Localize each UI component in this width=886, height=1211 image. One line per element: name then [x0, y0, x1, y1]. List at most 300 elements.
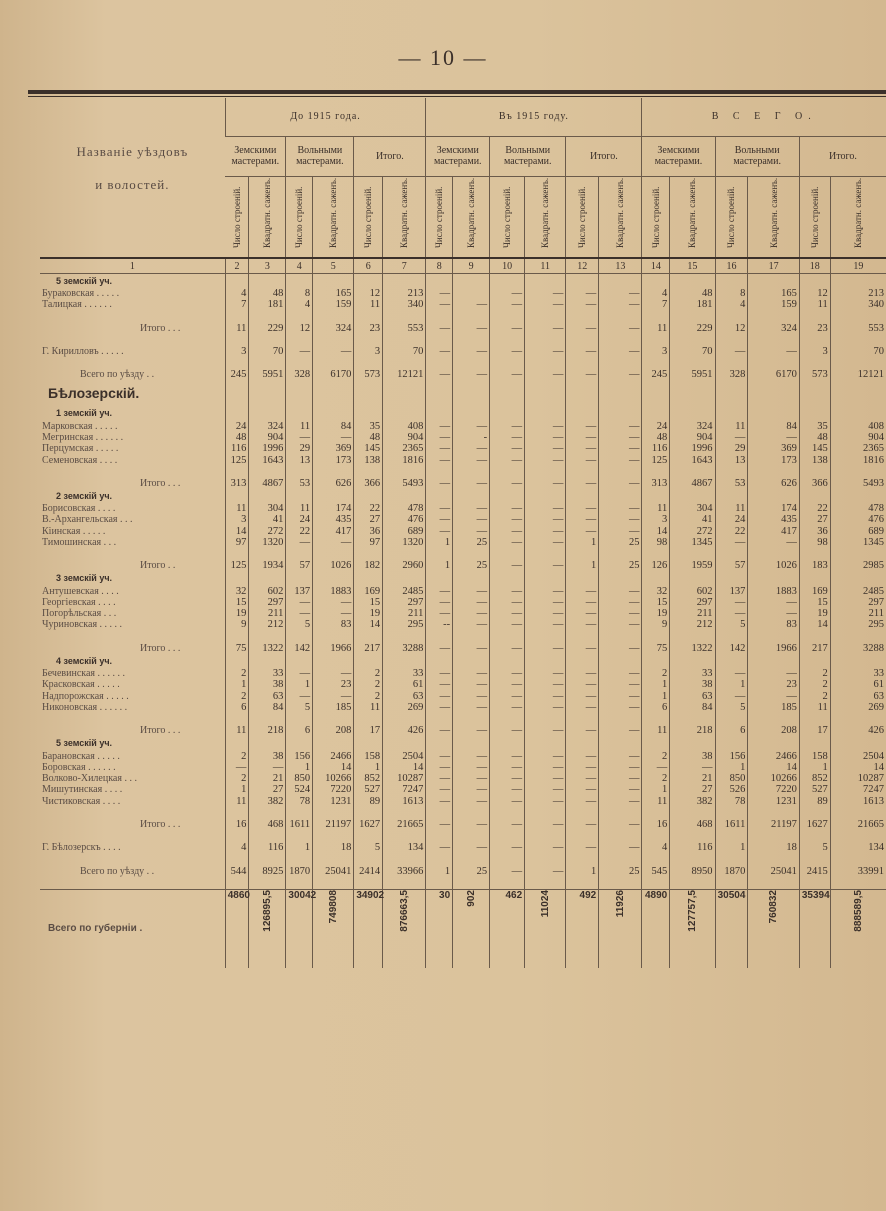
table-cell [249, 889, 286, 968]
empty-cell [566, 311, 599, 323]
table-cell: — [426, 288, 453, 299]
empty-cell [830, 334, 886, 346]
table-cell: 38 [249, 679, 286, 690]
table-cell: 850 [286, 773, 313, 784]
empty-cell [799, 466, 830, 478]
empty-cell [225, 654, 249, 668]
empty-cell [830, 380, 886, 406]
table-cell: — [525, 691, 566, 702]
table-cell: — [715, 668, 748, 679]
spacer-row [40, 830, 886, 842]
table-cell: 83 [313, 619, 354, 630]
table-cell: 245 [642, 369, 670, 380]
table-cell: 850 [715, 773, 748, 784]
table-cell: 25041 [748, 866, 799, 877]
table-cell: 7 [642, 299, 670, 310]
table-cell: 1 [642, 679, 670, 690]
empty-cell [525, 334, 566, 346]
empty-cell [225, 274, 249, 289]
table-cell: 17 [799, 725, 830, 736]
empty-cell [286, 877, 313, 890]
empty-cell [313, 631, 354, 643]
header-itogo: Итого. [354, 136, 426, 176]
row-name: Боровская . . . . . . [42, 761, 116, 773]
table-cell: — [453, 478, 490, 489]
table-cell: — [599, 702, 642, 713]
empty-cell [566, 571, 599, 585]
table-cell: 328 [286, 369, 313, 380]
top-rule [28, 90, 886, 94]
table-cell: — [313, 537, 354, 548]
table-cell: — [490, 443, 525, 454]
empty-cell [748, 548, 799, 560]
table-cell: 12 [354, 288, 383, 299]
table-cell: 134 [830, 842, 886, 853]
empty-cell [490, 406, 525, 420]
table-cell: 297 [249, 597, 286, 608]
row-name: Тимошинская . . . [42, 537, 117, 548]
table-cell: 183 [799, 560, 830, 571]
empty-cell [354, 571, 383, 585]
table-cell: — [286, 597, 313, 608]
table-cell: — [599, 643, 642, 654]
subtotal-row [40, 725, 886, 736]
table-cell: 366 [799, 478, 830, 489]
spacer-row [40, 854, 886, 866]
table-row [40, 608, 886, 619]
spacer-row [40, 631, 886, 643]
table-cell: — [566, 784, 599, 795]
statistics-table [40, 98, 886, 968]
table-cell: — [490, 619, 525, 630]
header-free-masters: Вольными мастерами. [286, 136, 354, 176]
empty-cell [490, 854, 525, 866]
table-cell: 125 [642, 454, 670, 465]
table-cell: 12 [799, 288, 830, 299]
table-cell: 340 [383, 299, 426, 310]
row-name: Погорѣльская . . . [42, 608, 117, 620]
table-cell: — [286, 537, 313, 548]
uezd-heading-row [40, 380, 886, 406]
table-row [40, 691, 886, 702]
table-row [40, 842, 886, 853]
header-sq-sazhen [525, 176, 566, 258]
table-cell: 3 [799, 346, 830, 357]
table-cell: — [426, 443, 453, 454]
table-cell: — [525, 585, 566, 596]
table-cell: 27 [354, 514, 383, 525]
table-cell: 27 [799, 514, 830, 525]
header-sq-sazhen [453, 176, 490, 258]
table-cell: 185 [313, 702, 354, 713]
table-cell: 3288 [383, 643, 426, 654]
spacer-row [40, 334, 886, 346]
empty-cell [225, 466, 249, 478]
table-cell: — [566, 668, 599, 679]
empty-cell [249, 274, 286, 289]
table-cell: 97 [354, 537, 383, 548]
empty-cell [525, 274, 566, 289]
table-cell: 3 [225, 346, 249, 357]
empty-cell [642, 548, 670, 560]
table-cell: 2 [225, 691, 249, 702]
table-cell: 324 [670, 420, 715, 431]
empty-cell [225, 311, 249, 323]
spacer-row [40, 807, 886, 819]
empty-cell [642, 654, 670, 668]
table-cell: — [490, 668, 525, 679]
empty-cell [830, 571, 886, 585]
section-label: 2 земскій уч. [56, 490, 113, 501]
table-cell: 7220 [313, 784, 354, 795]
table-cell: — [566, 796, 599, 807]
empty-cell [599, 854, 642, 866]
empty-cell [383, 466, 426, 478]
table-cell: 229 [670, 323, 715, 334]
table-cell: 1 [426, 537, 453, 548]
empty-cell [249, 311, 286, 323]
table-cell: 89 [799, 796, 830, 807]
empty-cell [830, 830, 886, 842]
table-cell: 12 [286, 323, 313, 334]
empty-cell [40, 357, 225, 369]
table-cell: 19 [799, 608, 830, 619]
empty-cell [453, 631, 490, 643]
table-cell: 1231 [748, 796, 799, 807]
empty-cell [426, 854, 453, 866]
empty-cell [748, 489, 799, 503]
empty-cell [830, 877, 886, 890]
empty-cell [748, 807, 799, 819]
table-cell: 10266 [748, 773, 799, 784]
table-cell: 1231 [313, 796, 354, 807]
empty-cell [799, 736, 830, 750]
section-label: 5 земскій уч. [56, 738, 113, 749]
empty-cell [715, 877, 748, 890]
table-cell: — [426, 725, 453, 736]
table-cell: — [453, 514, 490, 525]
header-num-buildings [286, 176, 313, 258]
empty-cell [670, 571, 715, 585]
empty-cell [670, 489, 715, 503]
table-cell: — [490, 503, 525, 514]
table-cell: 84 [748, 420, 799, 431]
empty-cell [525, 736, 566, 750]
table-cell: — [490, 784, 525, 795]
table-cell: — [286, 432, 313, 443]
empty-cell [642, 877, 670, 890]
empty-cell [313, 406, 354, 420]
table-cell: 245 [225, 369, 249, 380]
empty-cell [426, 736, 453, 750]
table-cell: — [566, 750, 599, 761]
table-cell: 1613 [830, 796, 886, 807]
table-cell: — [426, 369, 453, 380]
table-cell: — [566, 420, 599, 431]
table-cell: 19 [354, 608, 383, 619]
table-cell: 3 [642, 514, 670, 525]
table-cell: — [426, 762, 453, 773]
empty-cell [599, 357, 642, 369]
empty-cell [383, 334, 426, 346]
empty-cell [249, 334, 286, 346]
table-cell: — [748, 597, 799, 608]
empty-cell [599, 571, 642, 585]
section-label: 4 земскій уч. [56, 655, 113, 666]
table-cell: 48 [249, 288, 286, 299]
subtotal-row [40, 369, 886, 380]
empty-cell [354, 357, 383, 369]
empty-cell [715, 854, 748, 866]
table-cell: 1611 [286, 819, 313, 830]
table-cell: — [426, 503, 453, 514]
table-cell: — [453, 585, 490, 596]
table-cell: 328 [715, 369, 748, 380]
empty-cell [286, 274, 313, 289]
empty-cell [566, 466, 599, 478]
empty-cell [490, 548, 525, 560]
empty-cell [642, 854, 670, 866]
column-number: 6 [354, 258, 383, 274]
empty-cell [566, 830, 599, 842]
table-cell: 545 [642, 866, 670, 877]
header-num-buildings [566, 176, 599, 258]
table-cell: — [313, 668, 354, 679]
empty-cell [566, 736, 599, 750]
table-cell: 63 [249, 691, 286, 702]
section-row [40, 736, 886, 750]
table-row [40, 619, 886, 630]
table-cell: — [525, 725, 566, 736]
empty-cell [286, 830, 313, 842]
table-cell: 18 [748, 842, 799, 853]
empty-cell [748, 380, 799, 406]
table-cell: 212 [670, 619, 715, 630]
empty-cell [40, 713, 225, 725]
table-cell: 1 [286, 679, 313, 690]
table-cell: — [490, 299, 525, 310]
table-cell: 324 [249, 420, 286, 431]
spacer-row [40, 311, 886, 323]
table-cell: 14 [354, 619, 383, 630]
empty-cell [426, 654, 453, 668]
table-cell: 2960 [383, 560, 426, 571]
empty-cell [715, 274, 748, 289]
table-cell: 689 [830, 526, 886, 537]
table-cell: — [453, 796, 490, 807]
empty-cell [715, 830, 748, 842]
table-cell: — [286, 691, 313, 702]
table-cell: 5951 [249, 369, 286, 380]
table-cell: 165 [313, 288, 354, 299]
table-cell: 297 [830, 597, 886, 608]
table-cell: 159 [313, 299, 354, 310]
table-cell: 83 [748, 619, 799, 630]
table-cell: 211 [670, 608, 715, 619]
empty-cell [525, 311, 566, 323]
table-cell: — [490, 288, 525, 299]
table-cell: 33 [383, 668, 426, 679]
table-cell: 229 [249, 323, 286, 334]
empty-cell [490, 807, 525, 819]
table-cell: — [490, 537, 525, 548]
table-cell: 17 [354, 725, 383, 736]
empty-cell [354, 854, 383, 866]
table-cell: 904 [670, 432, 715, 443]
table-cell: — [426, 514, 453, 525]
table-cell: — [453, 725, 490, 736]
empty-cell [490, 466, 525, 478]
header-vertical-label: Число строеній. [502, 186, 513, 249]
table-cell: 63 [383, 691, 426, 702]
table-cell: 19 [225, 608, 249, 619]
empty-cell [566, 489, 599, 503]
empty-cell [642, 274, 670, 289]
table-row [40, 288, 886, 299]
empty-cell [715, 736, 748, 750]
empty-cell [453, 807, 490, 819]
header-vertical-label: Число строеній. [809, 186, 820, 249]
table-cell: — [525, 432, 566, 443]
empty-cell [354, 334, 383, 346]
table-cell: — [490, 796, 525, 807]
table-cell: — [286, 668, 313, 679]
empty-cell [426, 830, 453, 842]
table-cell: — [525, 619, 566, 630]
empty-cell [453, 489, 490, 503]
empty-cell [715, 466, 748, 478]
table-cell: — [525, 420, 566, 431]
table-cell: 22 [286, 526, 313, 537]
table-cell: 63 [670, 691, 715, 702]
table-cell: 1345 [670, 537, 715, 548]
table-cell: 30504 [715, 889, 748, 968]
empty-cell [225, 571, 249, 585]
column-number: 15 [670, 258, 715, 274]
empty-cell [830, 311, 886, 323]
empty-cell [566, 854, 599, 866]
table-cell: — [566, 585, 599, 596]
table-cell: 6 [642, 702, 670, 713]
header-vertical-label: Квадратн. саженъ. [853, 178, 864, 249]
table-cell: — [599, 323, 642, 334]
section-row [40, 571, 886, 585]
empty-cell [670, 466, 715, 478]
empty-cell [715, 406, 748, 420]
empty-cell [670, 854, 715, 866]
empty-cell [286, 854, 313, 866]
table-cell: 435 [313, 514, 354, 525]
subtotal-row [40, 866, 886, 877]
empty-cell [748, 736, 799, 750]
table-cell: — [748, 537, 799, 548]
table-cell: — [525, 299, 566, 310]
empty-cell [249, 571, 286, 585]
table-cell: 2365 [383, 443, 426, 454]
table-cell: 21665 [383, 819, 426, 830]
section-label: 5 земскій уч. [56, 276, 113, 286]
empty-cell [354, 380, 383, 406]
table-cell: 13 [715, 454, 748, 465]
table-row [40, 773, 886, 784]
empty-cell [225, 334, 249, 346]
table-cell: 435 [748, 514, 799, 525]
spacer-row [40, 466, 886, 478]
empty-cell [249, 807, 286, 819]
table-row [40, 784, 886, 795]
table-cell: 2414 [354, 866, 383, 877]
table-cell: — [313, 691, 354, 702]
empty-cell [525, 631, 566, 643]
table-cell: — [453, 643, 490, 654]
table-cell: 21 [670, 773, 715, 784]
table-cell: 19 [642, 608, 670, 619]
empty-cell [642, 571, 670, 585]
table-cell: — [426, 454, 453, 465]
empty-cell [799, 807, 830, 819]
province-total-value: 11024 [539, 889, 551, 918]
table-cell: — [566, 346, 599, 357]
table-cell: 35394 [799, 889, 830, 968]
empty-cell [354, 736, 383, 750]
table-cell: — [490, 866, 525, 877]
table-cell: 33 [670, 668, 715, 679]
table-cell: 8 [286, 288, 313, 299]
empty-cell [383, 406, 426, 420]
table-cell: 689 [383, 526, 426, 537]
table-row [40, 585, 886, 596]
row-name: Всего по уѣзду . . [80, 369, 155, 381]
table-cell: 27 [670, 784, 715, 795]
table-cell: 21197 [748, 819, 799, 830]
subtotal-row [40, 560, 886, 571]
empty-cell [453, 357, 490, 369]
table-cell: 14 [383, 762, 426, 773]
table-cell: 626 [748, 478, 799, 489]
table-cell: 33991 [830, 866, 886, 877]
table-cell [383, 889, 426, 968]
table-cell: — [426, 679, 453, 690]
table-cell: 1 [642, 784, 670, 795]
table-cell: 426 [830, 725, 886, 736]
table-cell: 11 [715, 503, 748, 514]
empty-cell [830, 357, 886, 369]
table-cell: 1613 [383, 796, 426, 807]
table-cell: 70 [383, 346, 426, 357]
table-cell: 2365 [830, 443, 886, 454]
table-cell: 408 [383, 420, 426, 431]
table-cell: 11 [715, 420, 748, 431]
empty-cell [453, 654, 490, 668]
table-cell: 181 [670, 299, 715, 310]
table-cell: — [599, 526, 642, 537]
table-cell: 23 [313, 679, 354, 690]
table-cell: 4860 [225, 889, 249, 968]
empty-cell [599, 830, 642, 842]
table-cell: 4867 [249, 478, 286, 489]
table-cell: 527 [799, 784, 830, 795]
row-name: Итого . . . [140, 642, 181, 654]
table-cell: 2485 [383, 585, 426, 596]
table-cell: 25041 [313, 866, 354, 877]
table-cell: 2 [225, 668, 249, 679]
table-cell: 27 [249, 784, 286, 795]
row-name: Кіинская . . . . . [42, 525, 106, 537]
table-cell: 4867 [670, 478, 715, 489]
table-cell: 158 [354, 750, 383, 761]
table-cell: — [453, 597, 490, 608]
empty-cell [715, 489, 748, 503]
